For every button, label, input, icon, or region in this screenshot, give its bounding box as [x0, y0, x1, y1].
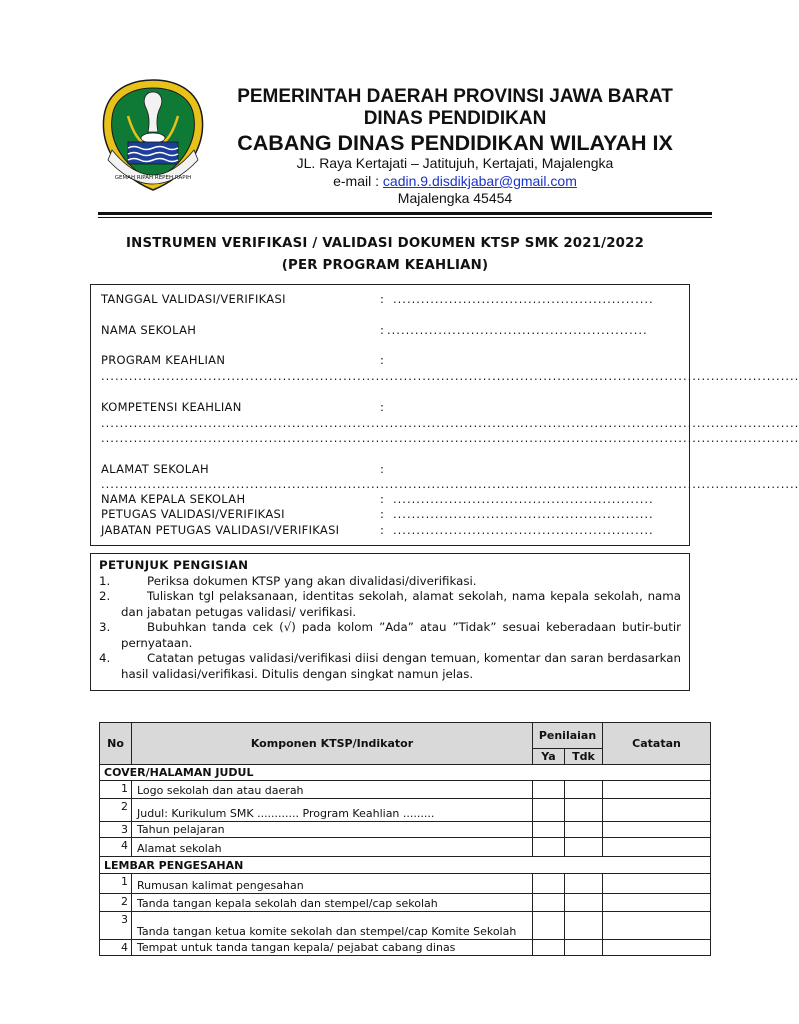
header-department: DINAS PENDIDIKAN	[363, 108, 547, 129]
instruction-text: Periksa dokumen KTSP yang akan divalidasi/diverifikasi.	[147, 573, 477, 588]
letterhead-rule-thick	[98, 212, 712, 215]
row-indicator: Tanda tangan kepala sekolah dan stempel/cap sekolah	[132, 894, 533, 912]
check-ya[interactable]	[533, 940, 565, 956]
row-indicator: Alamat sekolah	[132, 838, 533, 857]
header-catatan: Catatan	[603, 723, 711, 765]
instruction-number: 4.	[99, 651, 111, 665]
email-label: e-mail :	[333, 173, 383, 189]
table-row	[100, 940, 711, 956]
field-program[interactable]: ......................................................................................................................................................	[101, 369, 799, 383]
check-tdk[interactable]	[565, 894, 603, 912]
header-address: JL. Raya Kertajati – Jatitujuh, Kertajati, Majalengka	[296, 155, 614, 171]
label-tanggal: TANGGAL VALIDASI/VERIFIKASI	[101, 292, 286, 306]
row-indicator: Judul: Kurikulum SMK ............ Program Keahlian .........	[132, 799, 533, 822]
colon: :	[380, 492, 384, 506]
note-cell[interactable]	[603, 940, 711, 956]
row-number: 1	[100, 874, 132, 894]
instruction-item	[99, 620, 681, 651]
colon: :	[380, 292, 384, 306]
field-petugas[interactable]: ........................................................	[393, 507, 654, 521]
label-alamat: ALAMAT SEKOLAH	[101, 462, 209, 476]
section-row	[100, 857, 711, 874]
identity-box	[90, 284, 799, 546]
instruction-number: 2.	[99, 589, 111, 603]
row-number: 2	[100, 894, 132, 912]
row-number: 3	[100, 822, 132, 838]
instruction-number: 1.	[99, 573, 111, 588]
field-kompetensi-1[interactable]: ......................................................................................................................................................	[101, 416, 799, 430]
table-row	[100, 822, 711, 838]
note-cell[interactable]	[603, 822, 711, 838]
label-nama-sekolah: NAMA SEKOLAH	[101, 323, 197, 337]
colon: :	[380, 523, 384, 537]
table-row	[100, 799, 711, 822]
field-kompetensi-2[interactable]: ......................................................................................................................................................	[101, 431, 799, 445]
field-nama-sekolah[interactable]: ........................................................	[387, 323, 648, 337]
check-tdk[interactable]	[565, 912, 603, 940]
header-government: PEMERINTAH DAERAH PROVINSI JAWA BARAT	[237, 86, 673, 107]
table-row	[100, 838, 711, 857]
section-row	[100, 765, 711, 781]
check-ya[interactable]	[533, 894, 565, 912]
ktsp-table	[99, 722, 711, 956]
row-number: 2	[100, 799, 132, 822]
check-tdk[interactable]	[565, 838, 603, 857]
instruction-item	[99, 589, 681, 620]
instructions-box	[90, 553, 690, 691]
table-row	[100, 781, 711, 799]
header-penilaian: Penilaian	[533, 723, 603, 749]
row-number: 3	[100, 912, 132, 940]
label-program: PROGRAM KEAHLIAN	[101, 353, 226, 367]
header-branch: CABANG DINAS PENDIDIKAN WILAYAH IX	[237, 131, 673, 155]
check-ya[interactable]	[533, 799, 565, 822]
field-kepala[interactable]: ........................................................	[393, 492, 654, 506]
label-petugas: PETUGAS VALIDASI/VERIFIKASI	[101, 507, 285, 521]
check-tdk[interactable]	[565, 822, 603, 838]
label-kompetensi: KOMPETENSI KEAHLIAN	[101, 400, 242, 414]
check-tdk[interactable]	[565, 940, 603, 956]
colon: :	[380, 507, 384, 521]
check-ya[interactable]	[533, 912, 565, 940]
field-tanggal[interactable]: ........................................................	[393, 292, 654, 306]
check-ya[interactable]	[533, 781, 565, 799]
colon: :	[380, 462, 384, 476]
logo-motto: GEMAH RIPAH REPEH RAPIH	[114, 175, 192, 181]
colon: :	[380, 353, 384, 367]
instruction-number: 3.	[99, 620, 111, 634]
row-indicator: Tanda tangan ketua komite sekolah dan stempel/cap Komite Sekolah	[132, 912, 533, 940]
row-number: 1	[100, 781, 132, 799]
row-indicator: Tahun pelajaran	[132, 822, 533, 838]
check-tdk[interactable]	[565, 799, 603, 822]
colon: :	[380, 400, 384, 414]
instruction-text: Bubuhkan tanda cek (√) pada kolom ”Ada” atau ”Tidak” sesuai keberadaan butir-butir pernyataan.	[121, 620, 681, 650]
header-komponen: Komponen KTSP/Indikator	[132, 723, 533, 765]
check-ya[interactable]	[533, 822, 565, 838]
letterhead-rule-thin	[98, 217, 712, 218]
header-tdk: Tdk	[565, 749, 603, 765]
header-city: Majalengka 45454	[397, 190, 513, 206]
section-title: LEMBAR PENGESAHAN	[100, 857, 711, 874]
note-cell[interactable]	[603, 838, 711, 857]
instruction-item	[99, 574, 681, 590]
document-title: INSTRUMEN VERIFIKASI / VALIDASI DOKUMEN KTSP SMK 2021/2022	[125, 236, 645, 251]
table-row	[100, 912, 711, 940]
row-number: 4	[100, 838, 132, 857]
row-number: 4	[100, 940, 132, 956]
document-subtitle: (PER PROGRAM KEAHLIAN)	[281, 258, 489, 273]
header-ya: Ya	[533, 749, 565, 765]
note-cell[interactable]	[603, 912, 711, 940]
check-ya[interactable]	[533, 838, 565, 857]
table-row	[100, 894, 711, 912]
note-cell[interactable]	[603, 874, 711, 894]
colon: :	[380, 323, 384, 337]
note-cell[interactable]	[603, 894, 711, 912]
check-tdk[interactable]	[565, 781, 603, 799]
instructions-heading: PETUNJUK PENGISIAN	[99, 558, 249, 572]
note-cell[interactable]	[603, 781, 711, 799]
section-title: COVER/HALAMAN JUDUL	[100, 765, 711, 781]
table-row	[100, 874, 711, 894]
header-email-line	[190, 173, 720, 189]
field-jabatan[interactable]: ........................................................	[393, 523, 654, 537]
field-alamat[interactable]: ......................................................................................................................................................	[101, 477, 799, 491]
note-cell[interactable]	[603, 799, 711, 822]
label-jabatan: JABATAN PETUGAS VALIDASI/VERIFIKASI	[101, 523, 340, 537]
email-link[interactable]: cadin.9.disdikjabar@gmail.com	[382, 173, 577, 189]
check-ya[interactable]	[533, 874, 565, 894]
instruction-text: Tuliskan tgl pelaksanaan, identitas sekolah, alamat sekolah, nama kepala sekolah, nama dan jabatan petugas validasi/ verifikasi.	[121, 589, 681, 619]
row-indicator: Logo sekolah dan atau daerah	[132, 781, 533, 799]
header-no: No	[100, 723, 132, 765]
row-indicator: Tempat untuk tanda tangan kepala/ pejabat cabang dinas	[132, 940, 533, 956]
instruction-text: Catatan petugas validasi/verifikasi diisi dengan temuan, komentar dan saran berdasarkan hasil validasi/verifikasi. Ditulis dengan singkat namun jelas.	[121, 651, 681, 681]
check-tdk[interactable]	[565, 874, 603, 894]
instruction-item	[99, 651, 681, 682]
label-kepala: NAMA KEPALA SEKOLAH	[101, 492, 246, 506]
row-indicator: Rumusan kalimat pengesahan	[132, 874, 533, 894]
